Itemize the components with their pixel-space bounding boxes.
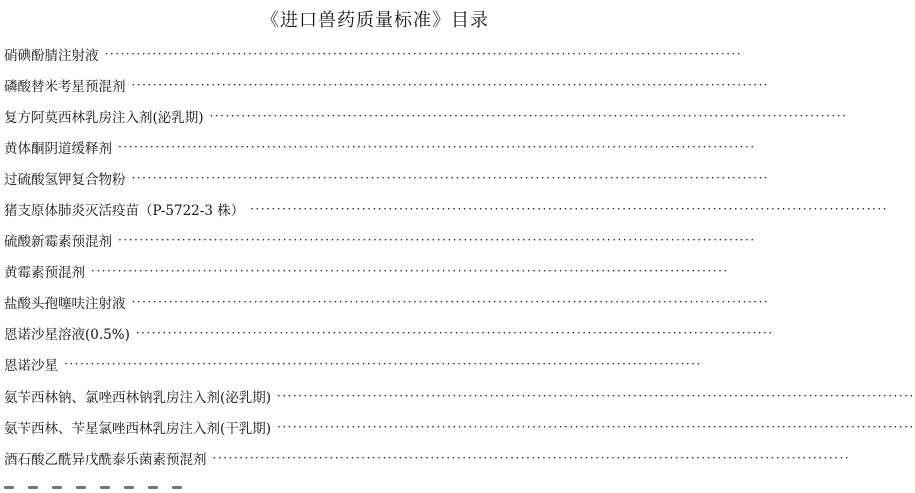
toc-entry[interactable] [4,131,756,162]
text-fragment [124,486,134,489]
dot-leader: ························································································································ [131,295,770,310]
toc-entry-label: 猪支原体肺炎灭活疫苗（P-5722-3 株） [4,203,245,220]
dot-leader: ························································································································ [135,326,774,341]
toc-entry-label: 过硫酸氢钾复合物粉 [4,171,126,188]
text-fragment [148,486,158,489]
dot-leader: ························································································································ [64,357,702,372]
toc-entry-label: 黄霉素预混剂 [4,265,85,282]
toc-entry-label: 黄体酮阴道缓释剂 [4,140,112,157]
text-fragment [76,486,86,489]
toc-entry[interactable] [4,38,743,69]
toc-entry[interactable] [4,349,702,380]
text-fragment [100,486,110,489]
toc-entry-label: 恩诺沙星溶液(0.5%) [4,327,130,344]
toc-entry-label: 恩诺沙星 [4,358,58,375]
toc-entry[interactable] [4,287,770,318]
text-fragment [28,486,38,489]
toc-entry[interactable] [4,318,774,349]
cropped-next-entry [4,474,304,482]
toc-entry-label: 硫酸新霉素预混剂 [4,234,112,251]
toc-entry[interactable] [4,225,756,256]
dot-leader: ························································································································ [250,202,888,217]
dot-leader: ························································································································ [91,264,729,279]
toc-entry-label: 盐酸头孢噻呋注射液 [4,296,126,313]
dot-leader: ························································································································ [212,450,851,465]
dot-leader: ························································································································ [209,108,848,123]
toc-entry[interactable] [4,411,915,442]
dot-leader: ························································································································ [277,388,915,403]
dot-leader: ························································································································ [131,170,770,185]
dot-leader: ························································································································ [118,139,756,154]
toc-entry[interactable] [4,69,770,100]
toc-entry[interactable] [4,442,851,473]
dot-leader: ························································································································ [277,419,915,434]
toc-entry-label: 氨苄西林、苄星氯唑西林乳房注入剂(干乳期) [4,420,272,437]
text-fragment [172,486,182,489]
dot-leader: ························································································································ [131,77,770,92]
page-title: 《进口兽药质量标准》目录 [261,10,489,31]
toc-entry[interactable] [4,380,915,411]
toc-entry[interactable] [4,193,888,224]
toc-entry[interactable] [4,256,729,287]
toc-entry[interactable] [4,162,770,193]
text-fragment [52,486,62,489]
toc-entry-label: 硝碘酚腈注射液 [4,47,99,64]
dot-leader: ························································································································ [118,233,756,248]
toc-entry-label: 氨苄西林钠、氯唑西林钠乳房注入剂(泌乳期) [4,389,272,406]
dot-leader: ························································································································ [104,46,743,61]
text-fragment [4,486,14,489]
toc-entry-label: 磷酸替米考星预混剂 [4,78,126,95]
toc-list [4,38,915,473]
toc-entry[interactable] [4,100,848,131]
toc-entry-label: 复方阿莫西林乳房注入剂(泌乳期) [4,109,204,126]
toc-entry-label: 酒石酸乙酰异戊酰泰乐菌素预混剂 [4,451,207,468]
